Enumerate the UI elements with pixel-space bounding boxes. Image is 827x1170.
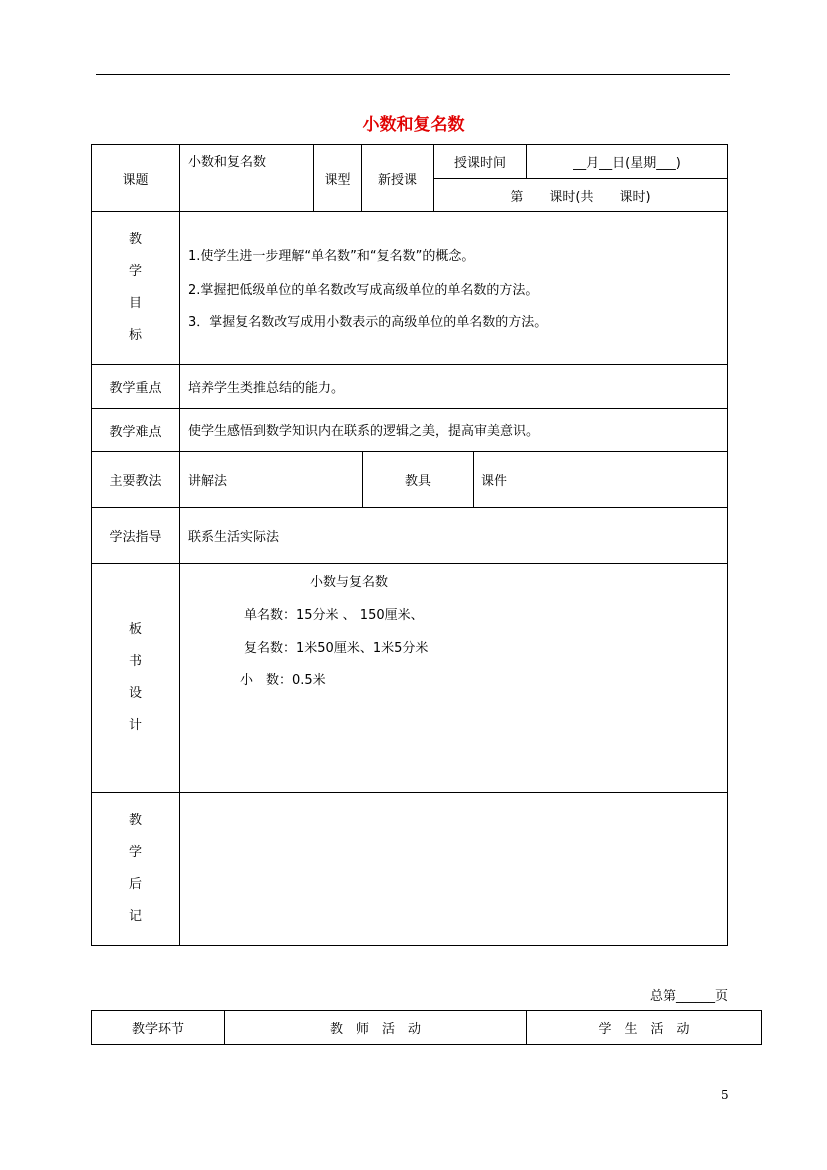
objectives-label <box>92 212 179 364</box>
reflection-label-char: 后 <box>128 877 142 892</box>
date-value: __月__日(星期___) <box>573 156 681 171</box>
study-value: 联系生活实际法 <box>188 530 280 545</box>
type-label: 课型 <box>324 172 351 188</box>
topic-label: 课题 <box>122 172 149 188</box>
reflection-content[interactable] <box>181 794 727 945</box>
board-line: 小 数：0.5米 <box>240 673 326 688</box>
type-value: 新授课 <box>377 172 417 188</box>
difficulty-label: 教学难点 <box>109 424 162 440</box>
board-line: 单名数：15分米 、 150厘米、 <box>244 608 424 623</box>
objectives-label-char: 教 <box>128 232 142 247</box>
activity-table-header <box>91 1010 762 1045</box>
topic-value: 小数和复名数 <box>188 155 267 170</box>
tools-label: 教具 <box>404 474 431 489</box>
board-heading: 小数与复名数 <box>310 575 389 590</box>
total-page: 总第______页 <box>649 989 728 1004</box>
difficulty-value: 使学生感悟到数学知识内在联系的逻辑之美，提高审美意识。 <box>188 424 540 439</box>
objective-item: 1.使学生进一步理解“单名数”和“复名数”的概念。 <box>188 249 475 264</box>
tools-value: 课件 <box>481 474 508 489</box>
reflection-label-char: 记 <box>128 909 142 924</box>
objectives-label-char: 学 <box>128 264 142 279</box>
board-label-char: 设 <box>128 686 142 701</box>
col-teacher-activity: 教 师 活 动 <box>329 1022 421 1037</box>
board-label-char: 计 <box>128 718 142 733</box>
lesson-plan-table <box>91 144 728 946</box>
time-label: 授课时间 <box>453 156 506 171</box>
method-value: 讲解法 <box>188 474 228 489</box>
page-number: 5 <box>721 1088 729 1102</box>
objective-item: 2.掌握把低级单位的单名数改写成高级单位的单名数的方法。 <box>188 283 539 298</box>
reflection-label <box>92 793 179 945</box>
board-label-char: 板 <box>128 622 142 637</box>
col-teaching-stage: 教学环节 <box>131 1022 184 1037</box>
board-label-char: 书 <box>128 654 142 669</box>
reflection-label-char: 学 <box>128 845 142 860</box>
period-value: 第 课时(共 课时) <box>510 189 651 205</box>
col-student-activity: 学 生 活 动 <box>598 1022 690 1037</box>
board-label <box>92 564 179 792</box>
method-label: 主要教法 <box>109 474 162 489</box>
document-title: 小数和复名数 <box>362 115 465 135</box>
objectives-label-char: 标 <box>128 328 142 343</box>
objective-item: 3．掌握复名数改写成用小数表示的高级单位的单名数的方法。 <box>188 315 548 330</box>
board-line: 复名数：1米50厘米、1米5分米 <box>244 641 429 656</box>
key-point-label: 教学重点 <box>109 381 162 396</box>
objectives-label-char: 目 <box>128 296 142 311</box>
study-label: 学法指导 <box>109 530 162 545</box>
reflection-label-char: 教 <box>128 813 142 828</box>
header-rule <box>96 74 730 75</box>
key-point-value: 培养学生类推总结的能力。 <box>188 381 345 396</box>
